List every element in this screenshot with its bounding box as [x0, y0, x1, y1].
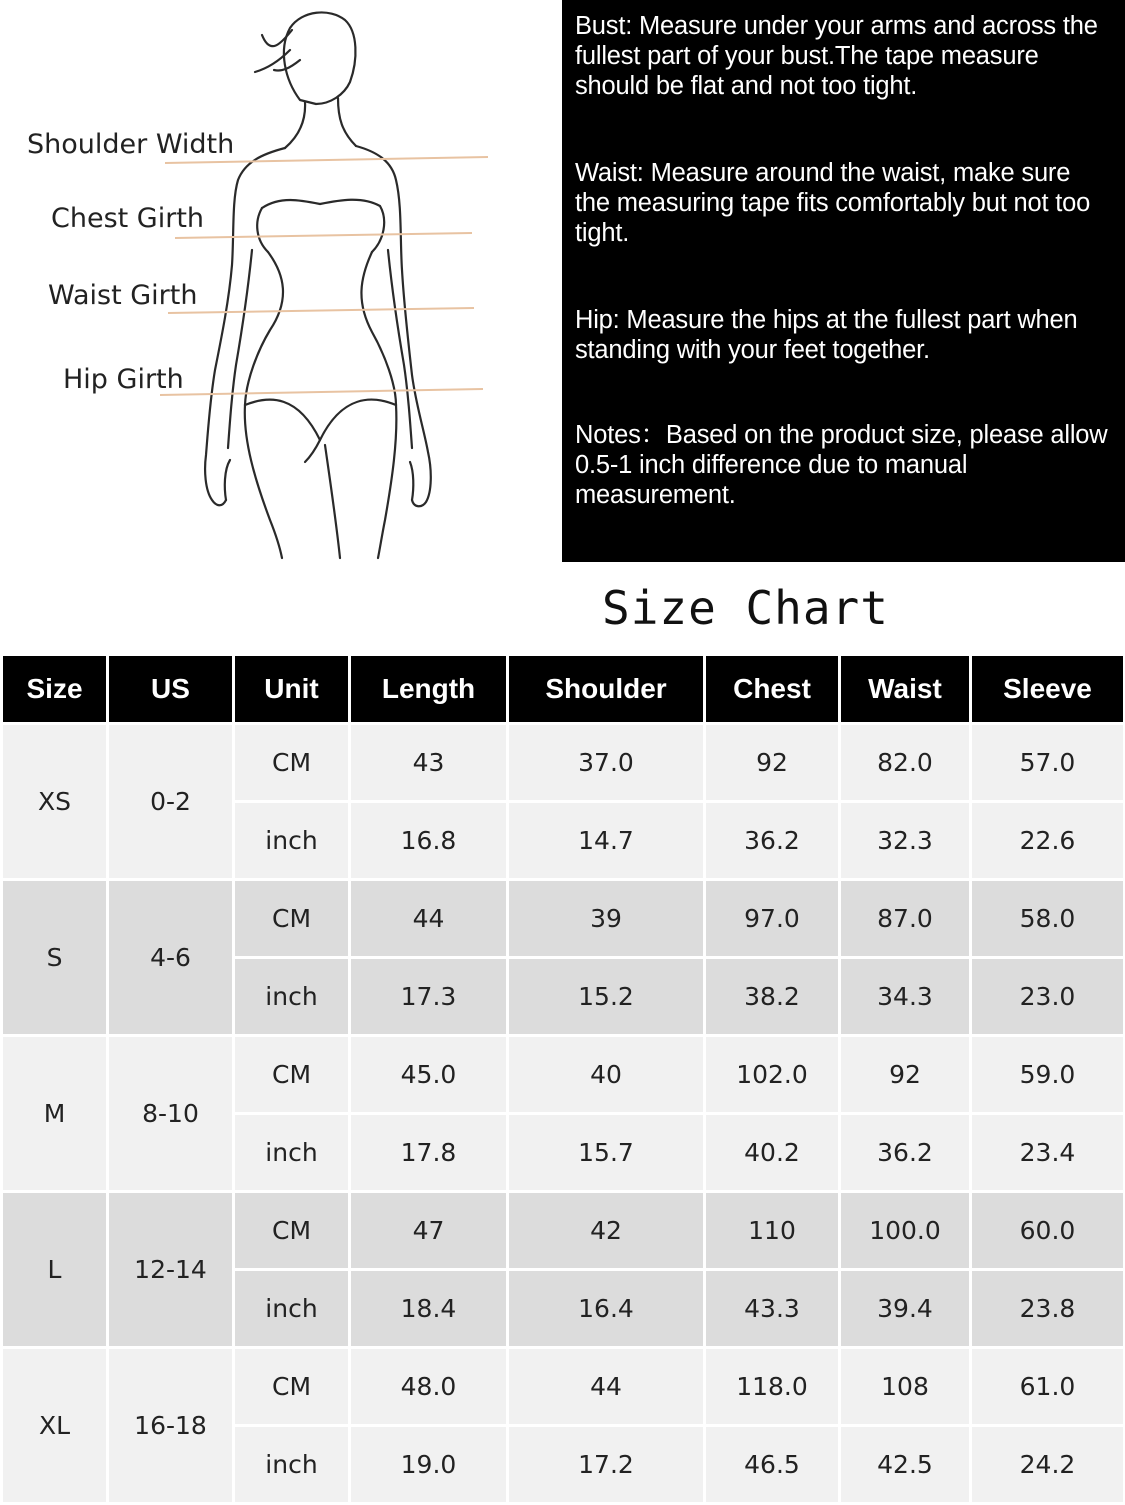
shoulder-cell: 44	[509, 1349, 703, 1424]
length-cell: 16.8	[351, 803, 506, 878]
us-size-cell: 16-18	[109, 1349, 232, 1502]
waist-cell: 87.0	[841, 881, 969, 956]
waist-cell: 82.0	[841, 725, 969, 800]
size-cell: XL	[3, 1349, 106, 1502]
chest-cell: 36.2	[706, 803, 838, 878]
waist-instruction: Waist: Measure around the waist, make sure the measuring tape fits comfortably but not too tight.	[575, 159, 1091, 247]
sleeve-cell: 23.8	[972, 1271, 1123, 1346]
length-cell: 17.8	[351, 1115, 506, 1190]
length-cell: 47	[351, 1193, 506, 1268]
shoulder-cell: 39	[509, 881, 703, 956]
waist-cell: 32.3	[841, 803, 969, 878]
waist-cell: 92	[841, 1037, 969, 1112]
table-row	[3, 881, 1123, 956]
header-unit: Unit	[235, 656, 348, 722]
sleeve-cell: 23.0	[972, 959, 1123, 1034]
length-cell: 18.4	[351, 1271, 506, 1346]
size-cell: XS	[3, 725, 106, 878]
unit-cell: CM	[235, 1193, 348, 1268]
table-row	[3, 1037, 1123, 1112]
table-row	[3, 725, 1123, 800]
sleeve-cell: 59.0	[972, 1037, 1123, 1112]
header-chest: Chest	[706, 656, 838, 722]
chest-cell: 118.0	[706, 1349, 838, 1424]
table-row	[3, 1349, 1123, 1424]
sleeve-cell: 58.0	[972, 881, 1123, 956]
length-cell: 17.3	[351, 959, 506, 1034]
waist-cell: 36.2	[841, 1115, 969, 1190]
notes-instruction: Notes：Based on the product size, please allow 0.5-1 inch difference due to manual measurement.	[575, 421, 1108, 509]
sleeve-cell: 60.0	[972, 1193, 1123, 1268]
header-sleeve: Sleeve	[972, 656, 1123, 722]
body-measurement-figure	[0, 0, 562, 562]
chest-girth-label: Chest Girth	[51, 203, 205, 234]
us-size-cell: 4-6	[109, 881, 232, 1034]
shoulder-cell: 16.4	[509, 1271, 703, 1346]
waist-cell: 39.4	[841, 1271, 969, 1346]
shoulder-width-label: Shoulder Width	[27, 129, 235, 160]
header-us: US	[109, 656, 232, 722]
chest-cell: 102.0	[706, 1037, 838, 1112]
chest-cell: 46.5	[706, 1427, 838, 1502]
size-cell: M	[3, 1037, 106, 1190]
unit-cell: CM	[235, 725, 348, 800]
length-cell: 48.0	[351, 1349, 506, 1424]
waist-cell: 100.0	[841, 1193, 969, 1268]
sleeve-cell: 61.0	[972, 1349, 1123, 1424]
sleeve-cell: 22.6	[972, 803, 1123, 878]
waist-cell: 34.3	[841, 959, 969, 1034]
sleeve-cell: 24.2	[972, 1427, 1123, 1502]
chest-cell: 38.2	[706, 959, 838, 1034]
unit-cell: inch	[235, 1271, 348, 1346]
unit-cell: inch	[235, 803, 348, 878]
shoulder-cell: 15.7	[509, 1115, 703, 1190]
length-cell: 19.0	[351, 1427, 506, 1502]
header-size: Size	[3, 656, 106, 722]
header-length: Length	[351, 656, 506, 722]
header-shoulder: Shoulder	[509, 656, 703, 722]
unit-cell: CM	[235, 1037, 348, 1112]
chest-cell: 92	[706, 725, 838, 800]
chest-cell: 97.0	[706, 881, 838, 956]
us-size-cell: 8-10	[109, 1037, 232, 1190]
size-cell: L	[3, 1193, 106, 1346]
us-size-cell: 12-14	[109, 1193, 232, 1346]
chest-cell: 40.2	[706, 1115, 838, 1190]
size-chart-table	[0, 653, 1125, 1505]
bust-instruction: Bust: Measure under your arms and across the fullest part of your bust.The tape measure should be flat and not too tight.	[575, 12, 1098, 100]
header-waist: Waist	[841, 656, 969, 722]
unit-cell: inch	[235, 959, 348, 1034]
unit-cell: inch	[235, 1427, 348, 1502]
size-cell: S	[3, 881, 106, 1034]
hip-girth-label: Hip Girth	[63, 364, 184, 395]
waist-cell: 42.5	[841, 1427, 969, 1502]
shoulder-cell: 42	[509, 1193, 703, 1268]
waist-girth-label: Waist Girth	[48, 280, 198, 311]
shoulder-cell: 14.7	[509, 803, 703, 878]
waist-cell: 108	[841, 1349, 969, 1424]
size-chart-title: Size Chart	[602, 581, 889, 635]
us-size-cell: 0-2	[109, 725, 232, 878]
table-header-row	[3, 656, 1123, 722]
length-cell: 43	[351, 725, 506, 800]
unit-cell: inch	[235, 1115, 348, 1190]
chest-cell: 110	[706, 1193, 838, 1268]
sleeve-cell: 57.0	[972, 725, 1123, 800]
length-cell: 45.0	[351, 1037, 506, 1112]
shoulder-cell: 37.0	[509, 725, 703, 800]
shoulder-cell: 40	[509, 1037, 703, 1112]
shoulder-cell: 15.2	[509, 959, 703, 1034]
sleeve-cell: 23.4	[972, 1115, 1123, 1190]
length-cell: 44	[351, 881, 506, 956]
measurement-instructions-panel	[562, 0, 1125, 562]
unit-cell: CM	[235, 881, 348, 956]
chest-cell: 43.3	[706, 1271, 838, 1346]
shoulder-cell: 17.2	[509, 1427, 703, 1502]
table-row	[3, 1193, 1123, 1268]
unit-cell: CM	[235, 1349, 348, 1424]
hip-instruction: Hip: Measure the hips at the fullest part when standing with your feet together.	[575, 306, 1078, 364]
